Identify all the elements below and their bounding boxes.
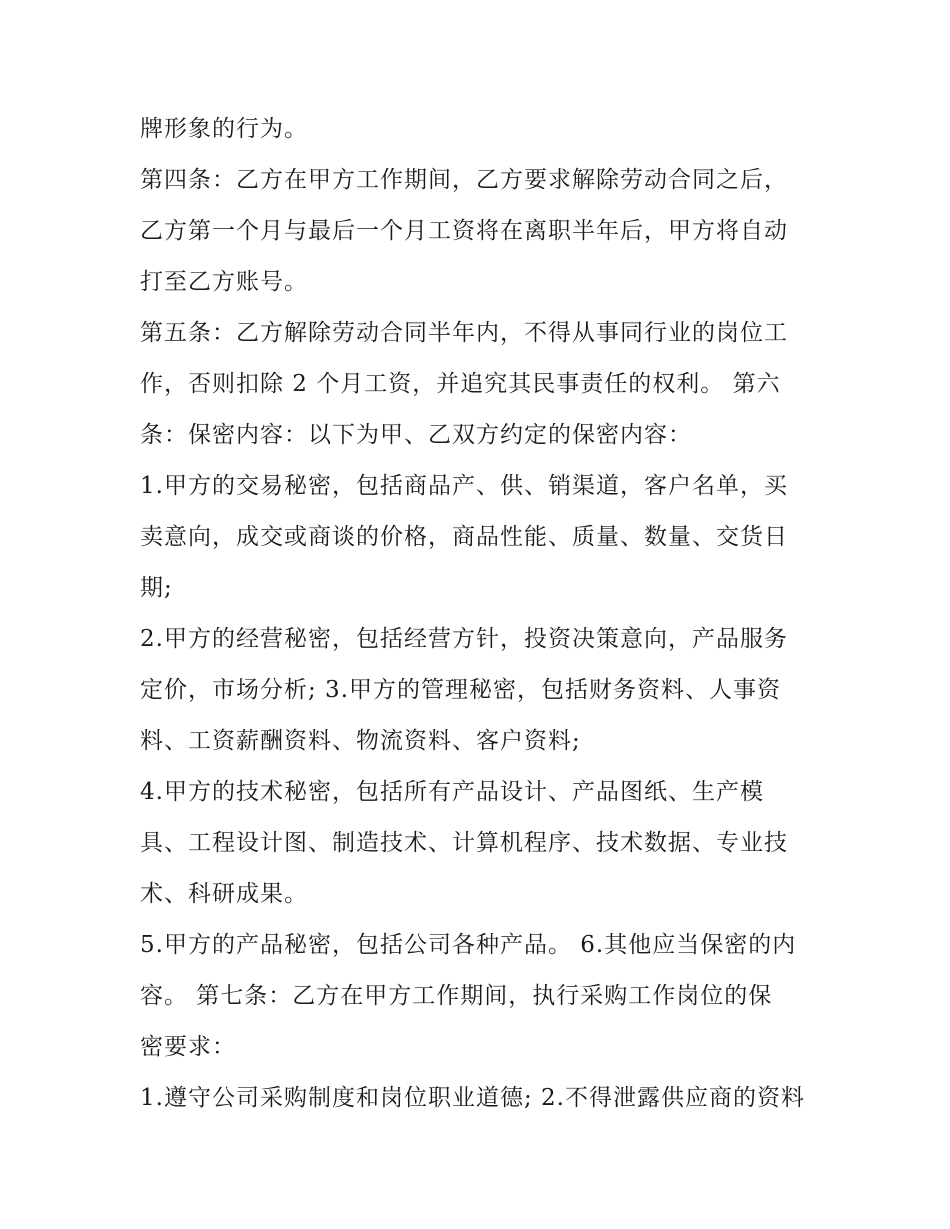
text-line: 术、科研成果。: [140, 881, 308, 907]
text-line: 卖意向，成交或商谈的价格，商品性能、质量、数量、交货日: [140, 524, 788, 550]
text-line: 期;: [140, 575, 173, 601]
text-line: 容。 第七条：乙方在甲方工作期间，执行采购工作岗位的保: [140, 983, 773, 1009]
text-line: 料、工资薪酬资料、物流资料、客户资料;: [140, 728, 581, 754]
text-line: 4.甲方的技术秘密，包括所有产品设计、产品图纸、生产模: [140, 779, 764, 805]
text-line: 乙方第一个月与最后一个月工资将在离职半年后，甲方将自动: [140, 218, 788, 244]
text-line: 第五条：乙方解除劳动合同半年内，不得从事同行业的岗位工: [140, 320, 788, 346]
text-line: 2.甲方的经营秘密，包括经营方针，投资决策意向，产品服务: [140, 626, 788, 652]
text-line: 条：保密内容：以下为甲、乙双方约定的保密内容：: [140, 422, 692, 448]
text-line: 打至乙方账号。: [140, 269, 308, 295]
text-line: 5.甲方的产品秘密，包括公司各种产品。 6.其他应当保密的内: [140, 932, 797, 958]
text-line: 第四条：乙方在甲方工作期间，乙方要求解除劳动合同之后，: [140, 167, 788, 193]
text-line: 1.甲方的交易秘密，包括商品产、供、销渠道，客户名单，买: [140, 473, 788, 499]
contract-text: [140, 104, 820, 1124]
text-line: 作，否则扣除 2 个月工资，并追究其民事责任的权利。 第六: [140, 371, 781, 397]
text-line: 密要求：: [140, 1034, 236, 1060]
text-line: 具、工程设计图、制造技术、计算机程序、技术数据、专业技: [140, 830, 788, 856]
text-line: 牌形象的行为。: [140, 116, 308, 142]
text-line: 1.遵守公司采购制度和岗位职业道德; 2.不得泄露供应商的资料: [140, 1085, 805, 1111]
text-line: 定价，市场分析; 3.甲方的管理秘密，包括财务资料、人事资: [140, 677, 782, 703]
